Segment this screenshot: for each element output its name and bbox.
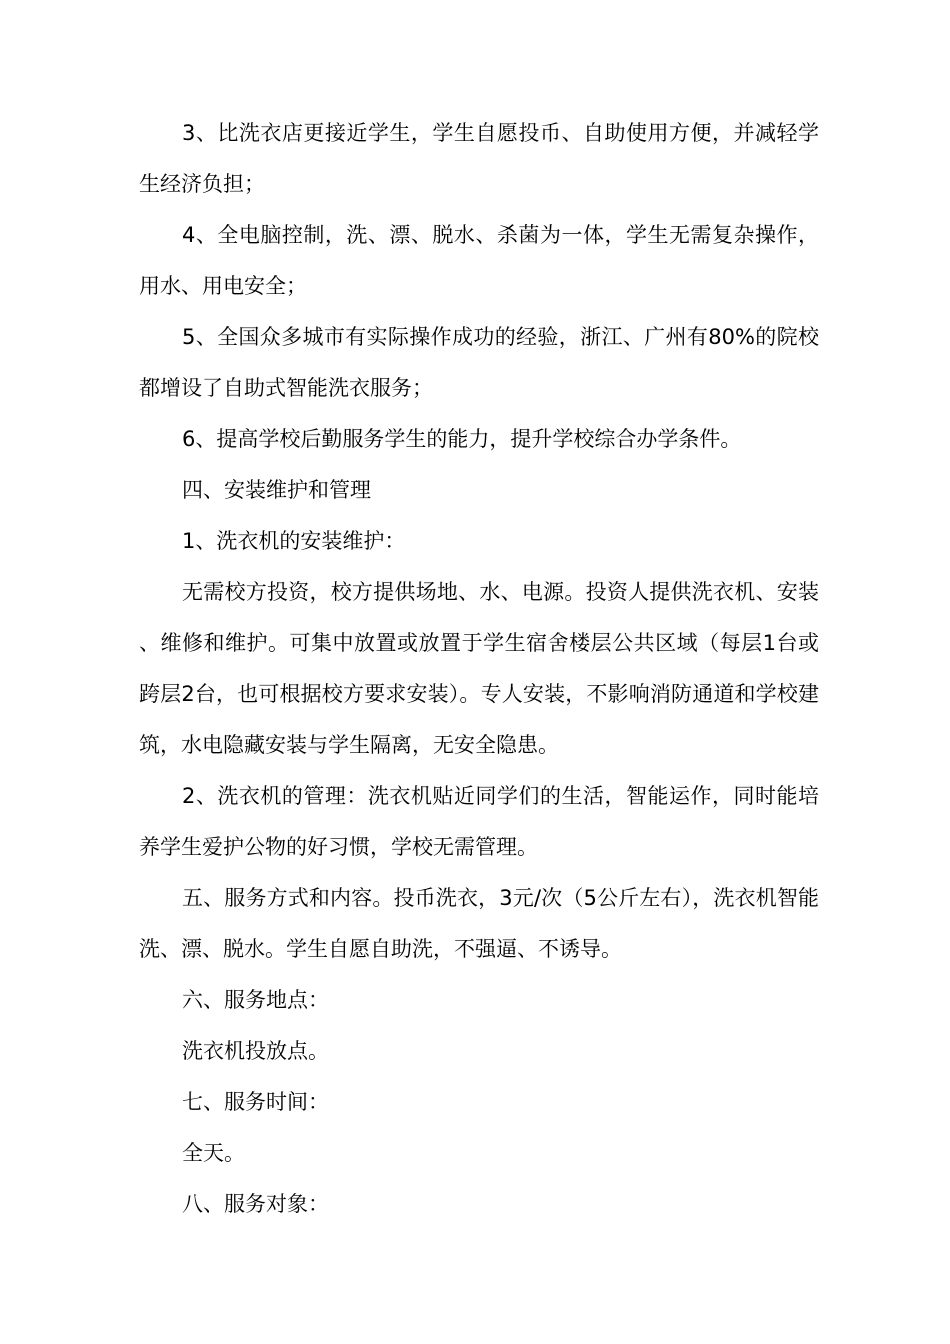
- paragraph-benefit-4: 4、全电脑控制，洗、漂、脱水、杀菌为一体，学生无需复杂操作，用水、用电安全；: [139, 223, 819, 298]
- section-heading-installation: 四、安装维护和管理: [182, 478, 371, 502]
- section-heading-service-time: 七、服务时间：: [182, 1090, 329, 1114]
- paragraph-installation-details: 无需校方投资，校方提供场地、水、电源。投资人提供洗衣机、安装、维修和维护。可集中放置或放置于学生宿舍楼层公共区域（每层1台或跨层2台，也可根据校方要求安装）。专人安装，不影响消防通道和学校建筑，水电隐藏安装与学生隔离，无安全隐患。: [139, 580, 819, 757]
- paragraph-management: 2、洗衣机的管理：洗衣机贴近同学们的生活，智能运作，同时能培养学生爱护公物的好习惯，学校无需管理。: [139, 784, 819, 859]
- section-heading-service-location: 六、服务地点：: [182, 988, 329, 1012]
- section-heading-service-target: 八、服务对象：: [182, 1192, 329, 1216]
- paragraph-benefit-5: 5、全国众多城市有实际操作成功的经验，浙江、广州有80%的院校都增设了自助式智能洗衣服务；: [139, 325, 819, 400]
- paragraph-service-location: 洗衣机投放点。: [182, 1039, 329, 1063]
- paragraph-benefit-3: 3、比洗衣店更接近学生，学生自愿投币、自助使用方便，并减轻学生经济负担；: [139, 121, 819, 196]
- paragraph-benefit-6: 6、提高学校后勤服务学生的能力，提升学校综合办学条件。: [182, 427, 742, 451]
- document-body: [139, 108, 819, 1230]
- section-heading-service-mode: 五、服务方式和内容。投币洗衣，3元/次（5公斤左右），洗衣机智能洗、漂、脱水。学生自愿自助洗，不强逼、不诱导。: [139, 886, 819, 961]
- subheading-installation-maintenance: 1、洗衣机的安装维护：: [182, 529, 406, 553]
- paragraph-service-time: 全天。: [182, 1141, 245, 1165]
